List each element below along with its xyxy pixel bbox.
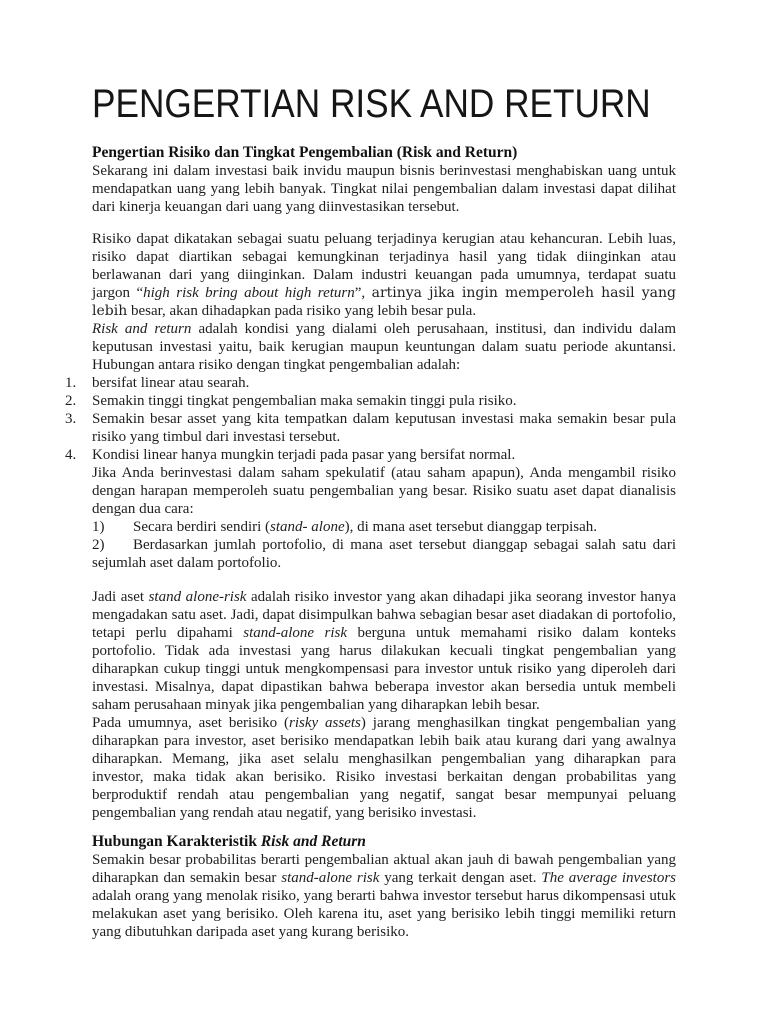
list-item — [65, 392, 676, 410]
paragraph-pada-umumnya: Pada umumnya, aset berisiko (risky assets) jarang menghasilkan tingkat pengembalian yang diharapkan para investor, aset berisiko mendapatkan lebih baik atau kurang dari yang awalnya diharapkan. Memang, jika aset selalu menghasilkan pengembalian yang diharapkan para investor, maka tidak akan berisiko. Risiko investasi berkaitan dengan probabilitas yang berproduktif rendah atau pengembalian yang negatif, sangat besar mempunyai peluang pengembalian yang rendah atau negatif, yang berisiko investasi. — [92, 715, 676, 821]
section-heading-pengertian: Pengertian Risiko dan Tingkat Pengembalian (Risk and Return) — [92, 144, 518, 161]
section-heading-hubungan-karakteristik: Hubungan Karakteristik Risk and Return — [92, 833, 366, 850]
list-item-text: bersifat linear atau searah. — [92, 375, 250, 391]
document-title: PENGERTIAN RISK AND RETURN — [92, 82, 651, 126]
numbered-list-hubungan — [65, 374, 676, 464]
list-item — [65, 410, 676, 446]
list-item-number: 1) — [92, 519, 105, 535]
paragraph-jika-anda: Jika Anda berinvestasi dalam saham spekulatif (atau saham apapun), Anda mengambil risiko dengan harapan memperoleh suatu pengembalian yang besar. Risiko suatu aset dapat dianalisis dengan dua cara: — [92, 465, 676, 517]
paragraph-intro: Sekarang ini dalam investasi baik invidu maupun bisnis berinvestasi menghabiskan uang untuk mendapatkan uang yang lebih banyak. Tingkat nilai pengembalian dalam investasi dapat dilihat dari kinerja keuangan dari uang yang diinvestasikan tersebut. — [92, 163, 676, 215]
list-item-number: 2. — [65, 393, 77, 409]
list-item-number: 1. — [65, 375, 77, 391]
numbered-list-cara — [92, 518, 676, 572]
list-item-number: 4. — [65, 447, 77, 463]
list-item-text: Secara berdiri sendiri (stand- alone), di mana aset tersebut dianggap terpisah. — [133, 519, 598, 535]
list-item — [92, 518, 676, 536]
list-item-text: Kondisi linear hanya mungkin terjadi pada pasar yang bersifat normal. — [92, 447, 516, 463]
paragraph-risk-return: Risk and return adalah kondisi yang dialami oleh perusahaan, institusi, dan individu dalam keputusan investasi yaitu, baik kerugian maupun keuntungan dalam suatu periode akuntansi. Hubungan antara risiko dengan tingkat pengembalian adalah: — [92, 321, 676, 373]
list-item — [92, 536, 676, 572]
list-item-text: Semakin besar asset yang kita tempatkan dalam keputusan investasi maka semakin besar pula risiko yang timbul dari investasi tersebut. — [92, 411, 676, 445]
list-item — [65, 446, 676, 464]
list-item-number: 3. — [65, 411, 77, 427]
paragraph-risiko: Risiko dapat dikatakan sebagai suatu peluang terjadinya kerugian atau kehancuran. Lebih luas, risiko dapat diartikan sebagai kemungkinan terjadinya hasil yang tidak diinginkan atau berlawanan dari yang diinginkan. Dalam industri keuangan pada umumnya, terdapat suatu jargon “high risk bring about high return”, artinya jika ingin memperoleh hasil yang lebih besar, akan dihadapkan pada risiko yang lebih besar pula. — [92, 231, 676, 319]
paragraph-jadi-aset: Jadi aset stand alone-risk adalah risiko investor yang akan dihadapi jika seorang investor hanya mengadakan satu aset. Jadi, dapat disimpulkan bahwa sebagian besar aset diadakan di portofolio, tetapi perlu dipahami stand-alone risk berguna untuk memahami risiko dalam konteks portofolio. Tidak ada investasi yang harus dilakukan kecuali tingkat pengembalian yang diharapkan cukup tinggi untuk mengkompensasi para investor untuk risiko yang diperoleh dari investasi. Misalnya, dapat dipastikan bahwa beberapa investor akan bersedia untuk membeli saham perusahaan minyak jika pengembalian yang diharapkan lebih besar. — [92, 589, 676, 713]
list-item-number: 2) — [92, 537, 105, 553]
list-item — [65, 374, 676, 392]
title-row — [92, 84, 676, 124]
paragraph-semakin-besar: Semakin besar probabilitas berarti pengembalian aktual akan jauh di bawah pengembalian yang diharapkan dan semakin besar stand-alone risk yang terkait dengan aset. The average investors adalah orang yang menolak risiko, yang berarti bahwa investor tersebut harus dikompensasi utuk melakukan aset yang berisiko. Oleh karena itu, aset yang berisiko lebih tinggi memiliki return yang dibutuhkan daripada aset yang kurang berisiko. — [92, 852, 676, 940]
list-item-text: Berdasarkan jumlah portofolio, di mana aset tersebut dianggap sebagai salah satu dari sejumlah aset dalam portofolio. — [92, 537, 676, 571]
list-item-text: Semakin tinggi tingkat pengembalian maka semakin tinggi pula risiko. — [92, 393, 517, 409]
